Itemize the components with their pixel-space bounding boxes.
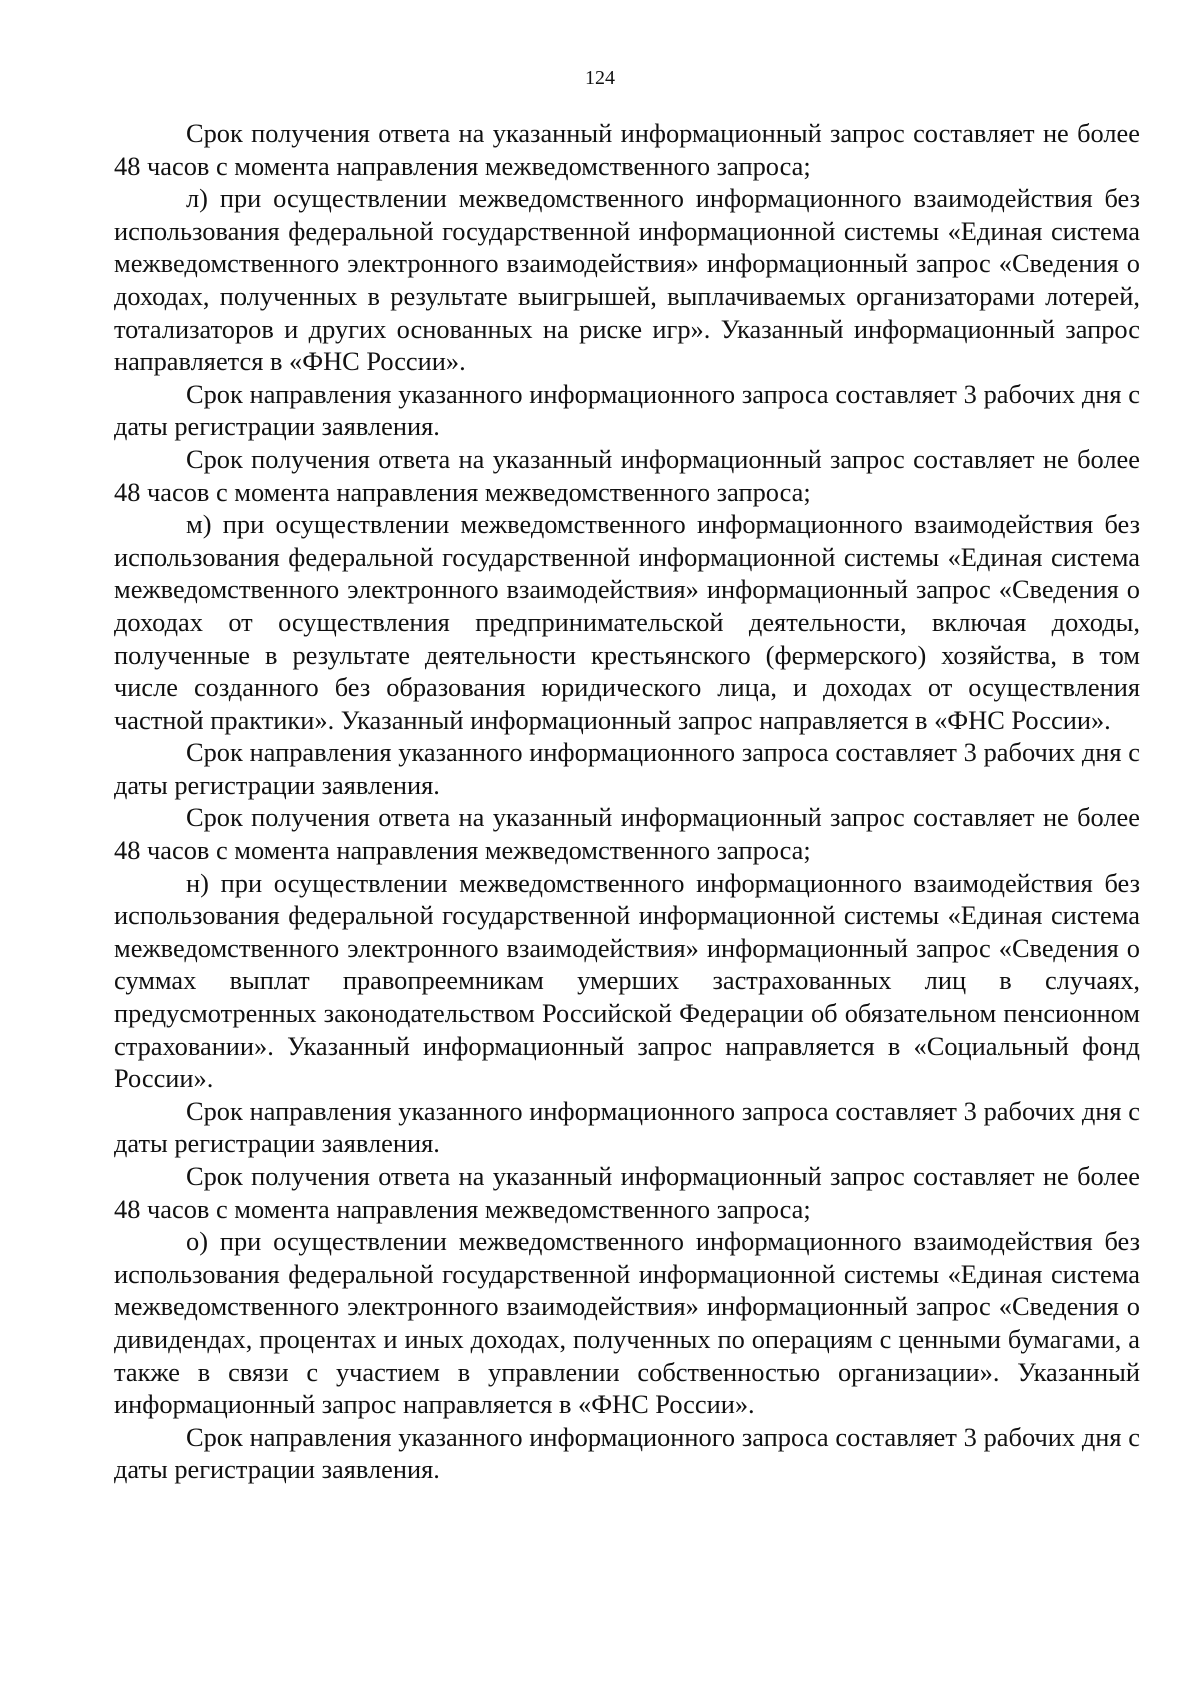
paragraph-response-time-l: Срок получения ответа на указанный информационный запрос составляет не более 48 часов с момента направления межведомственного запроса;: [114, 443, 1140, 507]
paragraph-item-m: м) при осуществлении межведомственного информационного взаимодействия без использования федеральной государственной информационной системы «Единая система межведомственного электронного взаимодействия» информационный запрос «Сведения о доходах от осуществления предпринимательской деятельности, включая доходы, полученные в результате деятельности крестьянского (фермерского) хозяйства, в том числе созданного без образования юридического лица, и доходах от осуществления частной практики». Указанный информационный запрос направляется в «ФНС России».: [114, 509, 1140, 735]
page-number: 124: [585, 67, 615, 89]
paragraph-response-time-k: Срок получения ответа на указанный информационный запрос составляет не более 48 часов с момента направления межведомственного запроса;: [114, 118, 1140, 181]
paragraph-item-o: о) при осуществлении межведомственного информационного взаимодействия без использования федеральной государственной информационной системы «Единая система межведомственного электронного взаимодействия» информационный запрос «Сведения о дивидендах, процентах и иных доходах, полученных по операциям с ценными бумагами, а также в связи с участием в управлении собственностью организации». Указанный информационный запрос направляется в «ФНС России».: [114, 1226, 1140, 1420]
paragraph-item-n: н) при осуществлении межведомственного информационного взаимодействия без использования федеральной государственной информационной системы «Единая система межведомственного электронного взаимодействия» информационный запрос «Сведения о суммах выплат правопреемникам умерших застрахованных лиц в случаях, предусмотренных законодательством Российской Федерации об обязательном пенсионном страховании». Указанный информационный запрос направляется в «Социальный фонд России».: [114, 867, 1140, 1094]
paragraph-send-time-n: Срок направления указанного информационного запроса составляет 3 рабочих дня с даты регистрации заявления.: [114, 1095, 1140, 1159]
paragraph-send-time-o: Срок направления указанного информационного запроса составляет 3 рабочих дня с даты регистрации заявления.: [114, 1421, 1140, 1485]
paragraph-response-time-m: Срок получения ответа на указанный информационный запрос составляет не более 48 часов с момента направления межведомственного запроса;: [114, 802, 1140, 866]
paragraph-response-time-n: Срок получения ответа на указанный информационный запрос составляет не более 48 часов с момента направления межведомственного запроса;: [114, 1161, 1140, 1224]
paragraph-send-time-m: Срок направления указанного информационного запроса составляет 3 рабочих дня с даты регистрации заявления.: [114, 737, 1140, 800]
document-body: [114, 117, 1140, 1486]
paragraph-send-time-l: Срок направления указанного информационного запроса составляет 3 рабочих дня с даты регистрации заявления.: [114, 378, 1140, 442]
paragraph-item-l: л) при осуществлении межведомственного информационного взаимодействия без использования федеральной государственной информационной системы «Единая система межведомственного электронного взаимодействия» информационный запрос «Сведения о доходах, полученных в результате выигрышей, выплачиваемых организаторами лотерей, тотализаторов и других основанных на риске игр». Указанный информационный запрос направляется в «ФНС России».: [114, 183, 1140, 377]
